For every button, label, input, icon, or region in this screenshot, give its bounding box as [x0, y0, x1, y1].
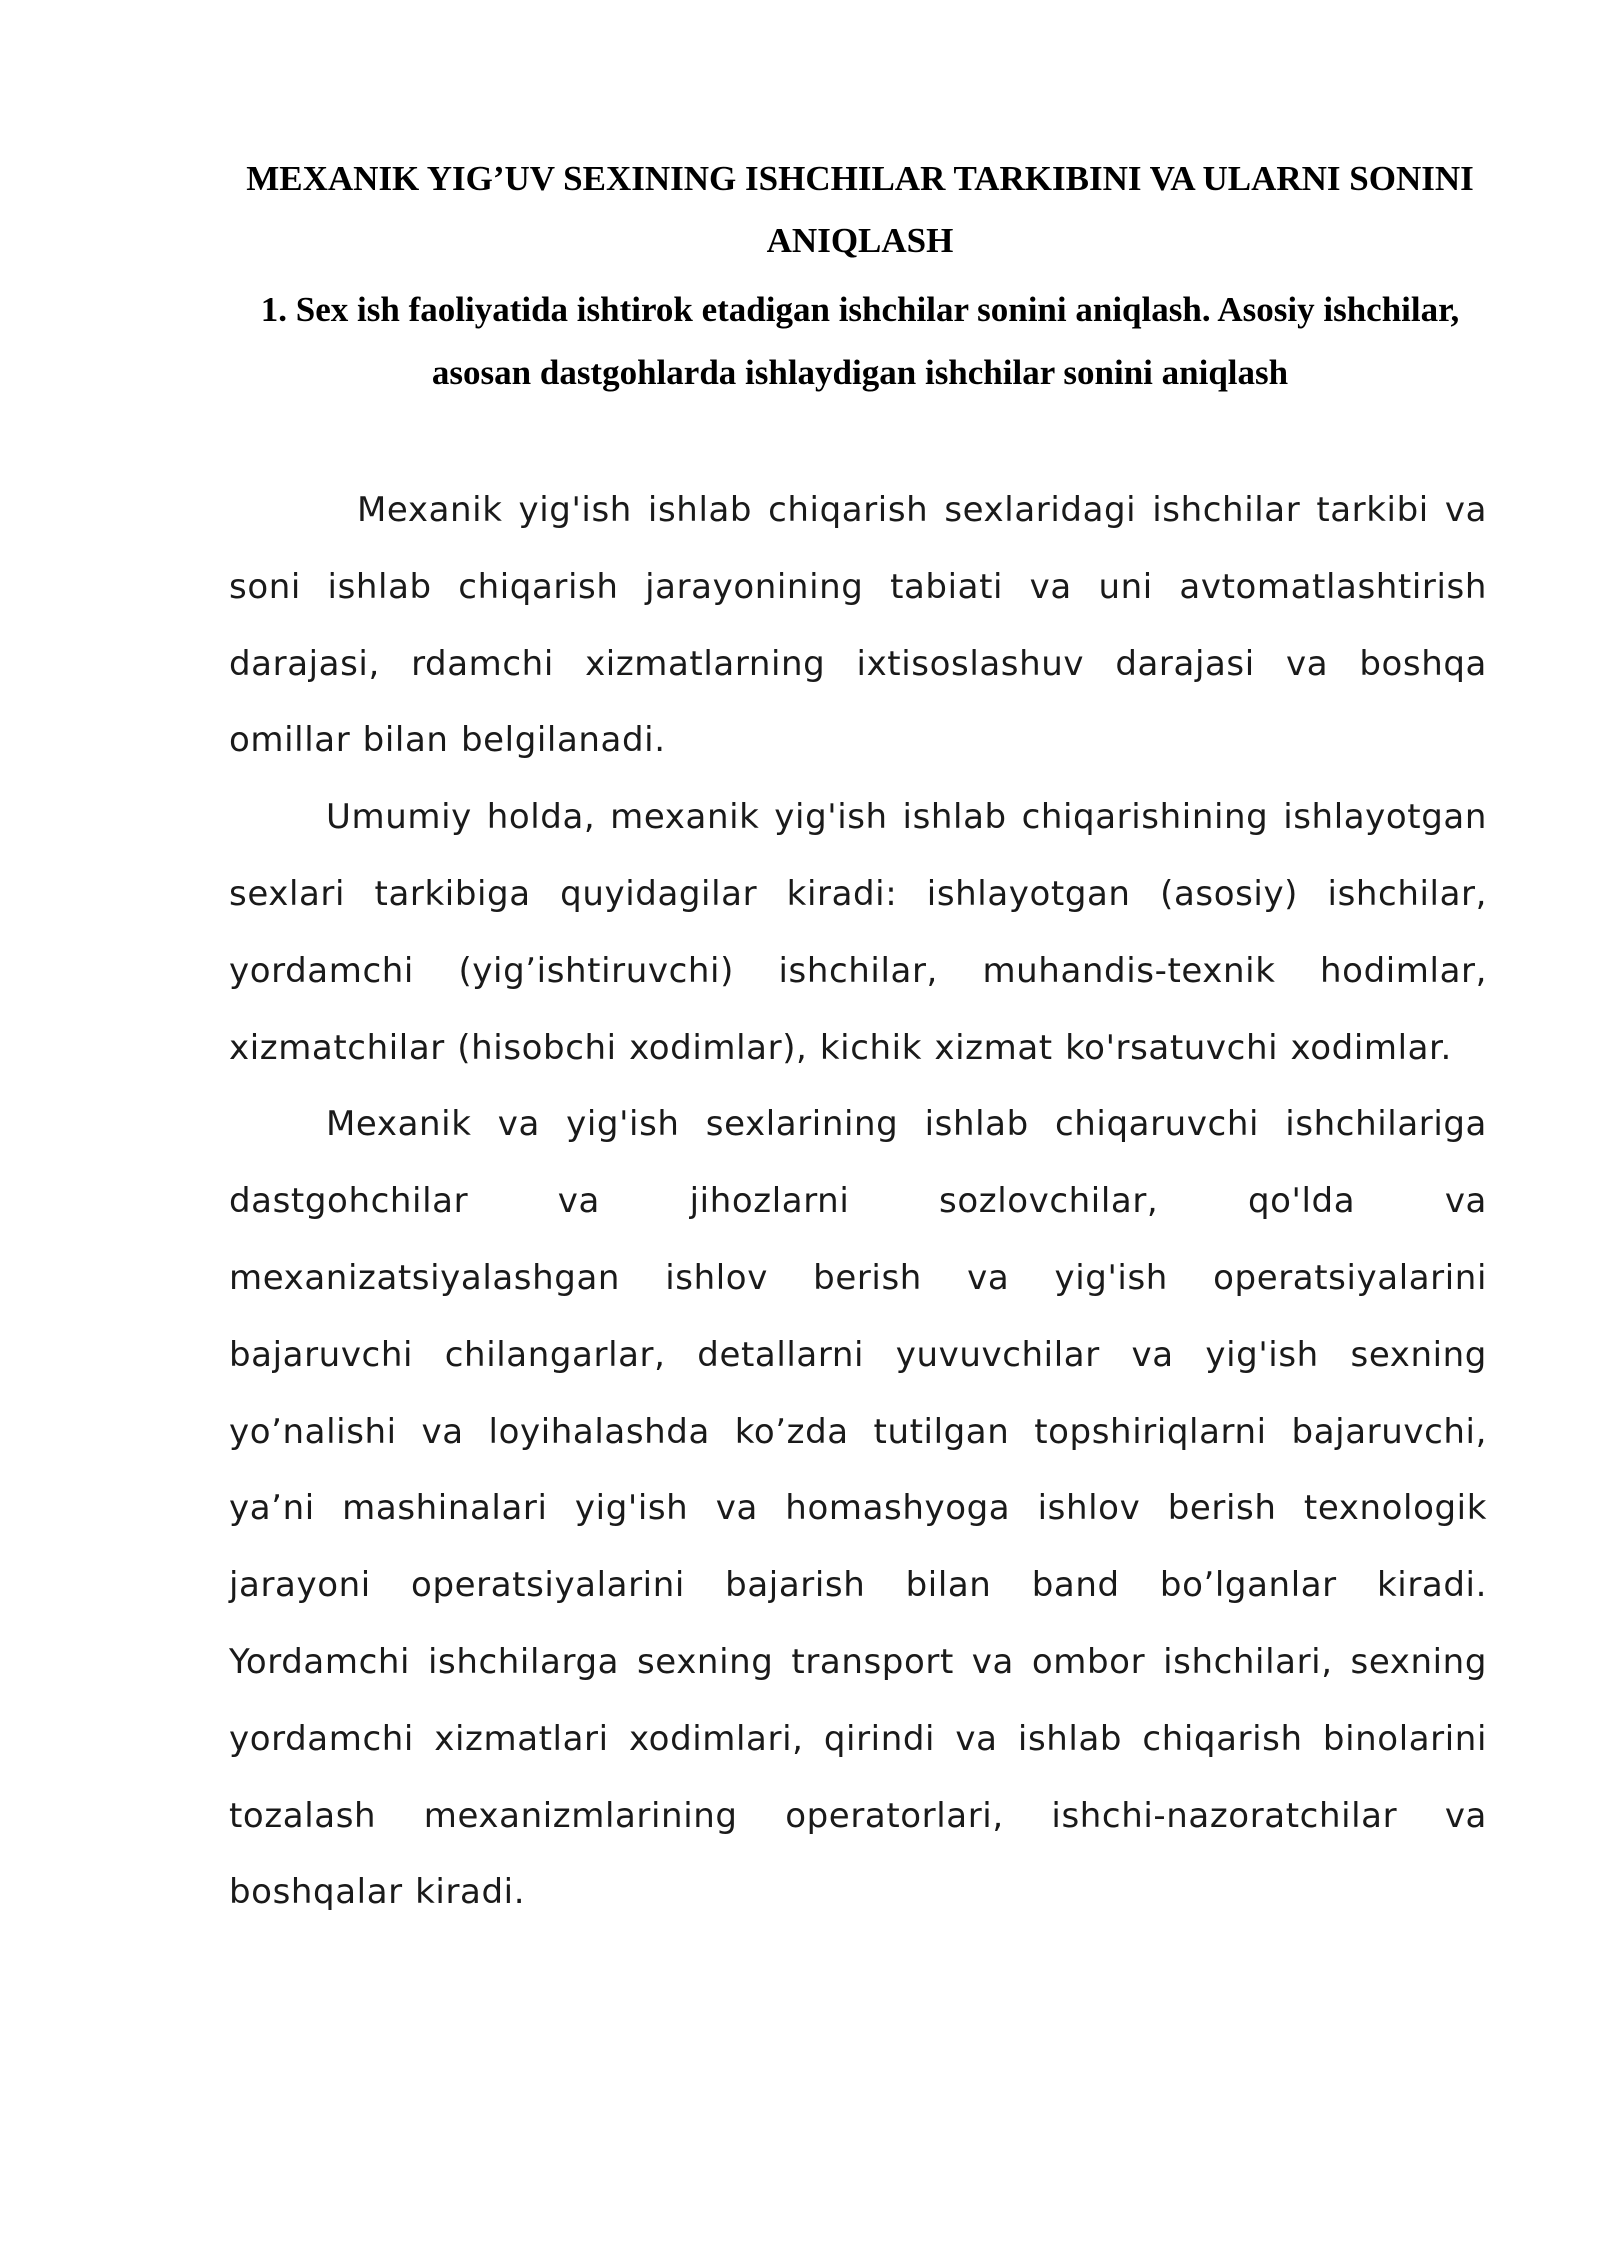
- document-title: MEXANIK YIG’UV SEXINING ISHCHILAR TARKIBINI VA ULARNI SONINI ANIQLASH: [246, 159, 1474, 260]
- paragraph-1: Mexanik yig'ish ishlab chiqarish sexlaridagi ishchilar tarkibi va soni ishlab chiqarish jarayonining tabiati va uni avtomatlashtirish darajasi, rdamchi xizmatlarning ixtisoslashuv darajasi va boshqa omillar bilan belgilanadi.: [229, 490, 1487, 761]
- paragraph-2: Umumiy holda, mexanik yig'ish ishlab chiqarishining ishlayotgan sexlari tarkibiga quyidagilar kiradi: ishlayotgan (asosiy) ishchilar, yordamchi (yig’ishtiruvchi) ishchilar, muhandis-texnik hodimlar, xizmatchilar (hisobchi xodimlar), kichik xizmat ko'rsatuvchi xodimlar.: [229, 797, 1487, 1068]
- paragraph-3: Mexanik va yig'ish sexlarining ishlab chiqaruvchi ishchilariga dastgohchilar va jihozlarni sozlovchilar, qo'lda va mexanizatsiyalashgan ishlov berish va yig'ish operatsiyalarini bajaruvchi chilangarlar, detallarni yuvuvchilar va yig'ish sexning yo’nalishi va loyihalashda ko’zda tutilgan topshiriqlarni bajaruvchi, ya’ni mashinalari yig'ish va homashyoga ishlov berish texnologik jarayoni operatsiyalarini bajarish bilan band bo’lganlar kiradi. Yordamchi ishchilarga sexning transport va ombor ishchilari, sexning yordamchi xizmatlari xodimlari, qirindi va ishlab chiqarish binolarini tozalash mexanizmlarining operatorlari, ishchi-nazoratchilar va boshqalar kiradi.: [229, 1104, 1487, 1913]
- section-heading: 1. Sex ish faoliyatida ishtirok etadigan ishchilar sonini aniqlash. Asosiy ishchilar, asosan dastgohlarda ishlaydigan ishchilar sonini aniqlash: [260, 290, 1460, 392]
- body-text: [229, 472, 1487, 1931]
